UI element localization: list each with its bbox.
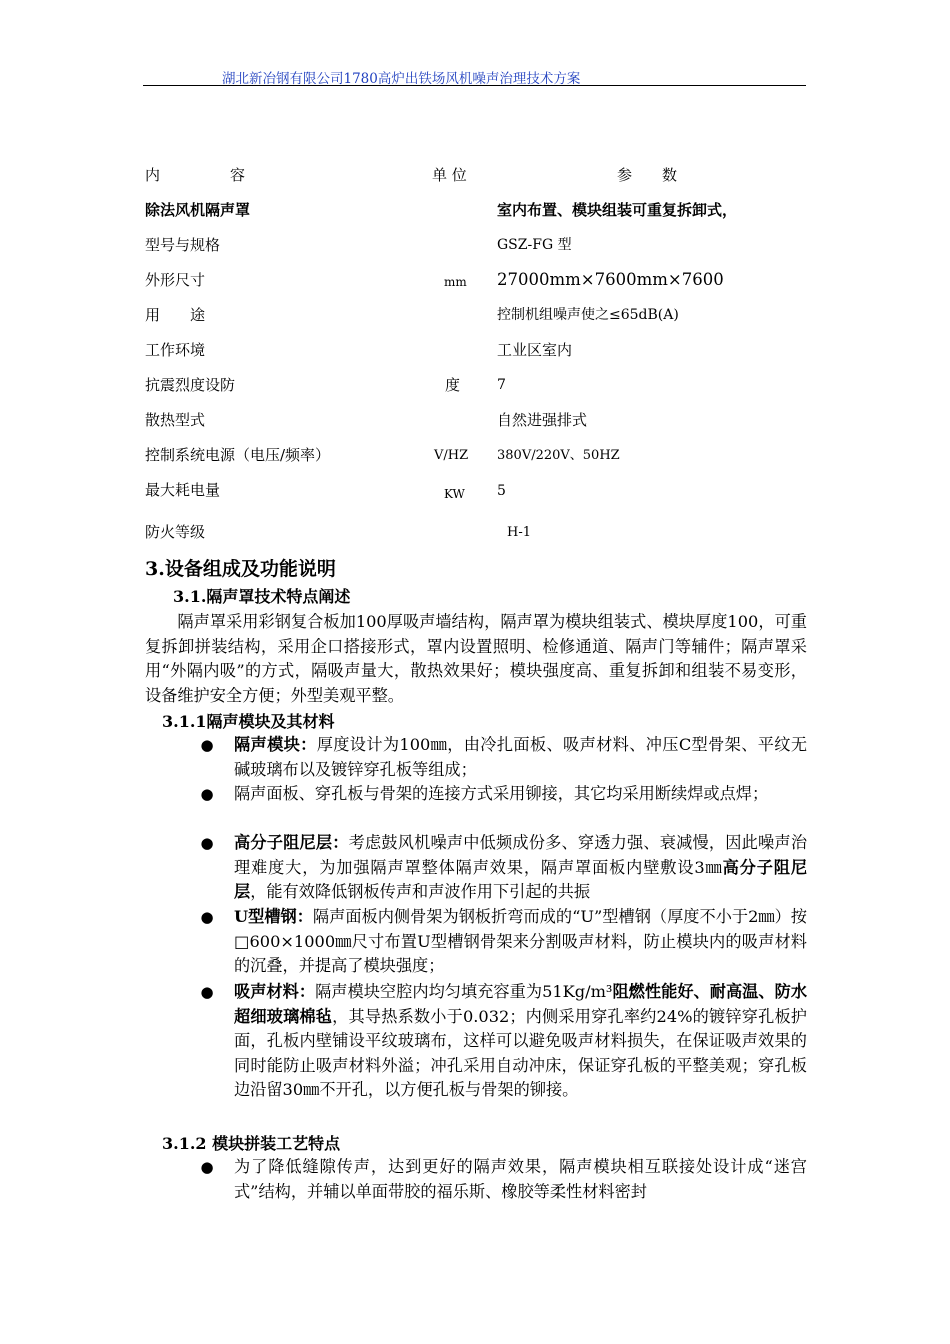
table-cell-param: GSZ-FG 型 bbox=[497, 237, 572, 253]
item-text: 隔声模块空腔内均匀填充容重为51Kg/m³ bbox=[315, 982, 613, 1001]
item-text: 考虑鼓风机噪声中低频成份多、穿透力强、衰减慢，因此噪声治理难度大，为加强隔声罩整体隔声效果，隔声罩面板内壁敷设3㎜ bbox=[234, 833, 808, 877]
list-item bbox=[200, 1155, 807, 1204]
header-rule bbox=[143, 85, 806, 86]
bullet-glyph: ● bbox=[200, 983, 214, 1001]
item-text: 厚度设计为100㎜，由冷扎面板、吸声材料、冲压C型骨架、平纹无碱玻璃布以及镀锌穿孔板等组成； bbox=[234, 735, 808, 779]
bullet-glyph: ● bbox=[200, 908, 214, 926]
table-cell-content: 外形尺寸 bbox=[145, 271, 206, 289]
table-cell-param: 380V/220V、50HZ bbox=[497, 448, 620, 463]
bullet-glyph: ● bbox=[200, 834, 214, 852]
table-header-params: 参 数 bbox=[617, 166, 678, 184]
term-label: 阻燃性能好、耐高温、防水超细玻璃棉毡 bbox=[234, 982, 808, 1026]
table-cell-param: 室内布置、模块组装可重复拆卸式， bbox=[497, 201, 738, 219]
table-cell-unit: mm bbox=[444, 275, 467, 289]
table-header-content: 内 容 bbox=[145, 166, 248, 184]
table-cell-content: 工作环境 bbox=[145, 341, 206, 359]
table-header-unit: 单 位 bbox=[432, 166, 467, 184]
table-cell-unit: V/HZ bbox=[434, 448, 469, 463]
list-item bbox=[200, 733, 807, 782]
bullet-glyph: ● bbox=[200, 785, 214, 803]
section-3-1-paragraph: 隔声罩采用彩钢复合板加100厚吸声墙结构，隔声罩为模块组装式、模块厚度100，可重复拆卸拼装结构，采用企口搭接形式，罩内设置照明、检修通道、隔声门等辅件；隔声罩采用“外隔内吸”的方式，隔吸声量大，散热效果好；模块强度高、重复拆卸和组装不易变形，设备维护安全方便；外型美观平整。 bbox=[145, 612, 807, 705]
item-text: 隔声面板内侧骨架为钢板折弯而成的“U”型槽钢（厚度不小于2㎜）按□600×1000㎜尺寸布置U型槽钢骨架来分割吸声材料，防止模块内的吸声材料的沉叠，并提高了模块强度； bbox=[234, 907, 807, 975]
section-3-1-2-title: 3.1.2 模块拼装工艺特点 bbox=[162, 1134, 341, 1153]
table-cell-content: 除法风机隔声罩 bbox=[145, 201, 251, 219]
section-3-1-title: 3.1.隔声罩技术特点阐述 bbox=[173, 587, 351, 606]
table-cell-content: 防火等级 bbox=[145, 523, 206, 541]
table-cell-content: 型号与规格 bbox=[145, 236, 221, 254]
section-3-1-1-title: 3.1.1隔声模块及其材料 bbox=[162, 712, 335, 731]
term-label: U型槽钢： bbox=[234, 907, 313, 926]
list-item bbox=[200, 782, 807, 807]
term-label: 隔声模块： bbox=[234, 735, 317, 754]
item-text: ，其导热系数小于0.032；内侧采用穿孔率约24%的镀锌穿孔板护面，孔板内壁铺设平纹玻璃布，这样可以避免吸声材料损失，在保证吸声效果的同时能防止吸声材料外溢；冲孔采用自动冲床，保证穿孔板的平整美观；穿孔板边沿留30㎜不开孔，以方便孔板与骨架的铆接。 bbox=[234, 1006, 807, 1099]
item-text: ，能有效降低钢板传声和声波作用下引起的共振 bbox=[250, 882, 591, 901]
table-cell-content: 控制系统电源（电压/频率） bbox=[145, 446, 331, 464]
table-cell-unit: KW bbox=[444, 487, 465, 501]
list-item bbox=[200, 980, 807, 1103]
table-cell-unit: 度 bbox=[445, 376, 461, 394]
table-cell-param: 控制机组噪声使之≤65dB(A) bbox=[497, 307, 679, 323]
table-cell-content: 抗震烈度设防 bbox=[145, 376, 236, 394]
table-cell-param: 工业区室内 bbox=[497, 341, 573, 359]
table-cell-param: 5 bbox=[497, 483, 506, 499]
list-item bbox=[200, 831, 807, 905]
table-cell-param: 27000mm×7600mm×7600 bbox=[497, 270, 724, 289]
term-label: 高分子阻尼层 bbox=[234, 857, 808, 901]
table-cell-param: 自然进强排式 bbox=[497, 411, 588, 429]
item-text: 为了降低缝隙传声，达到更好的隔声效果，隔声模块相互联接处设计成“迷宫式”结构，并辅以单面带胶的福乐斯、橡胶等柔性材料密封 bbox=[234, 1157, 807, 1201]
header-title: 湖北新冶钢有限公司1780高炉出铁场风机噪声治理技术方案 bbox=[222, 71, 581, 87]
bullet-glyph: ● bbox=[200, 736, 214, 754]
section-3-title: 3.设备组成及功能说明 bbox=[145, 558, 336, 580]
table-cell-content: 用 途 bbox=[145, 306, 206, 324]
term-label: 高分子阻尼层： bbox=[234, 833, 349, 852]
item-text: 隔声面板、穿孔板与骨架的连接方式采用铆接，其它均采用断续焊或点焊； bbox=[234, 784, 769, 803]
table-cell-content: 散热型式 bbox=[145, 411, 206, 429]
list-item bbox=[200, 905, 807, 979]
bullet-glyph: ● bbox=[200, 1158, 214, 1176]
table-cell-content: 最大耗电量 bbox=[145, 481, 221, 499]
term-label: 吸声材料： bbox=[234, 982, 316, 1001]
table-cell-param: 7 bbox=[497, 377, 506, 393]
table-cell-param: H-1 bbox=[507, 525, 532, 540]
